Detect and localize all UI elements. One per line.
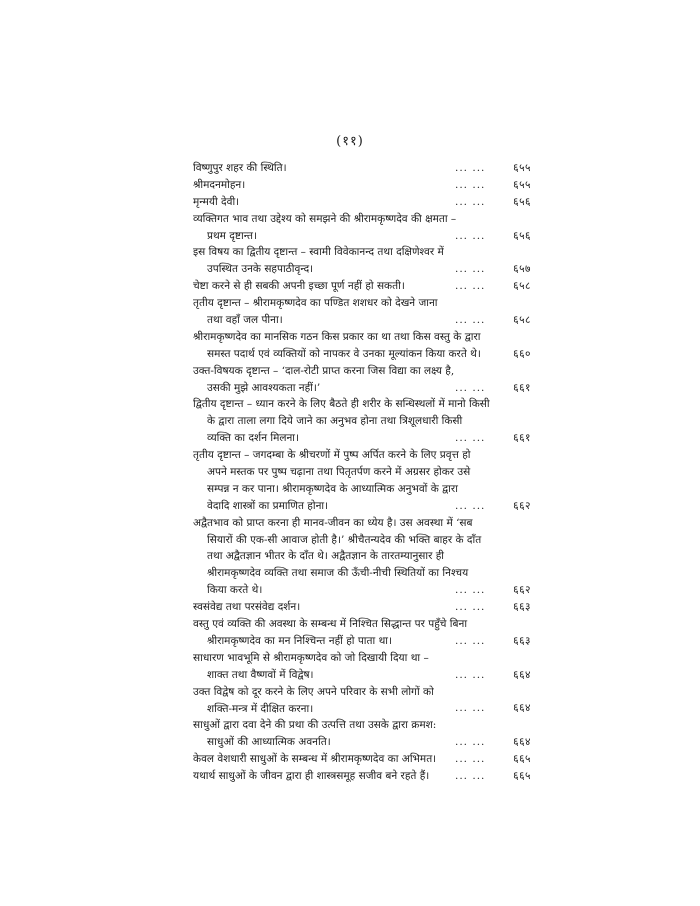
- toc-entry-line: श्रीमदनमोहन।: [193, 178, 246, 191]
- toc-entry-line: श्रीरामकृष्णदेव व्यक्ति तथा समाज की ऊँची-नीची स्थितियों का निश्चय: [207, 567, 469, 580]
- toc-entry-line: अपने मस्तक पर पुष्प चढ़ाना तथा पितृतर्पण करने में अग्रसर होकर उसे: [207, 466, 471, 479]
- toc-leader-dots: ... ...: [455, 702, 486, 715]
- toc-page-number: ६६०: [513, 347, 531, 360]
- toc-entry: [193, 650, 533, 684]
- toc-entry-line: उपस्थित उनके सहपाठीवृन्द।: [207, 263, 314, 276]
- toc-page-number: ६६४: [513, 668, 531, 681]
- toc-entry: [193, 295, 533, 329]
- toc-entry-line: साधारण भावभूमि से श्रीरामकृष्णदेव को जो दिखायी दिया था –: [193, 651, 429, 664]
- toc-page-number: ६६२: [513, 584, 531, 597]
- toc-entry-line: स्वसंवेद्य तथा परसंवेद्य दर्शन।: [193, 601, 301, 614]
- toc-entry: [193, 515, 533, 599]
- toc-entry: [193, 329, 533, 363]
- toc-page-number: ६५५: [513, 178, 531, 191]
- toc-leader-dots: ... ...: [455, 314, 486, 326]
- toc-entry-line: तृतीय दृष्टान्त – जगदम्बा के श्रीचरणों में पुष्प अर्पित करने के लिए प्रवृत्त हो: [193, 449, 471, 462]
- toc-entry-line: चेष्टा करने से ही सबकी अपनी इच्छा पूर्ण नहीं हो सकती।: [193, 280, 405, 293]
- toc-entry: [193, 599, 533, 616]
- toc-page-number: ६६५: [513, 770, 531, 783]
- toc-page-number: ६६१: [513, 381, 531, 394]
- toc-leader-dots: ... ...: [455, 736, 486, 749]
- toc-entry-line: सम्पन्न न कर पाना। श्रीरामकृष्णदेव के आध्यात्मिक अनुभवों के द्वारा: [207, 482, 458, 495]
- toc-entry: [193, 751, 533, 768]
- toc-entry-line: व्यक्ति का दर्शन मिलना।: [207, 432, 299, 445]
- toc-entry: [193, 177, 533, 194]
- toc-leader-dots: ... ...: [455, 280, 486, 293]
- toc-entry-line: अद्वैतभाव को प्राप्त करना ही मानव-जीवन का ध्येय है। उस अवस्था में ‘सब: [193, 516, 473, 529]
- toc-entry-line: श्रीरामकृष्णदेव का मानसिक गठन किस प्रकार का था तथा किस वस्तु के द्वारा: [193, 330, 481, 343]
- toc-leader-dots: ... ...: [455, 195, 486, 208]
- toc-entry-line: वस्तु एवं व्यक्ति की अवस्था के सम्बन्ध में निश्चित सिद्धान्त पर पहुँचे बिना: [193, 618, 468, 631]
- toc-entry-line: तथा वहाँ जल पीना।: [207, 314, 283, 327]
- toc-entry-line: वेदादि शास्त्रों का प्रमाणित होना।: [207, 499, 329, 512]
- toc-leader-dots: ... ...: [455, 770, 486, 783]
- toc-entry: [193, 684, 533, 718]
- toc-entry: [193, 717, 533, 751]
- toc-entry-line: साधुओं द्वारा दवा देने की प्रथा की उत्पत्ति तथा उसके द्वारा क्रमश:: [193, 719, 437, 732]
- toc-leader-dots: ... ...: [455, 178, 486, 191]
- toc-entry: [193, 244, 533, 278]
- toc-leader-dots: ... ...: [455, 601, 486, 614]
- toc-page-number: ६५६: [513, 229, 531, 242]
- toc-entry-line: किया करते थे।: [207, 584, 263, 597]
- page-number: (११): [336, 134, 364, 149]
- toc-page-number: ६५६: [513, 195, 531, 208]
- toc-entry-line: द्वितीय दृष्टान्त – ध्यान करने के लिए बैठते ही शरीर के सन्धिस्थलों में मानो किसी: [193, 398, 490, 411]
- toc-page-number: ६५५: [513, 161, 531, 174]
- toc-leader-dots: ... ...: [455, 499, 486, 512]
- toc-page-number: ६५७: [513, 263, 531, 276]
- toc-page-number: ६६१: [513, 432, 531, 445]
- toc-entry: [193, 194, 533, 211]
- toc-page-number: ६६४: [513, 736, 531, 749]
- toc-entry-line: साधुओं की आध्यात्मिक अवनति।: [207, 736, 331, 749]
- toc-leader-dots: ... ...: [455, 161, 486, 174]
- toc-entry-line: उक्त विद्वेष को दूर करने के लिए अपने परिवार के सभी लोगों को: [193, 685, 434, 698]
- toc-entry-line: मृन्मयी देवी।: [193, 195, 240, 208]
- toc-entry-line: उक्त-विषयक दृष्टान्त – ‘दाल-रोटी प्राप्त करना जिस विद्या का लक्ष्य है,: [193, 364, 455, 377]
- toc-leader-dots: ... ...: [455, 229, 486, 242]
- toc-entry-line: प्रथम दृष्टान्त।: [207, 229, 257, 242]
- toc-entry-line: व्यक्तिगत भाव तथा उद्देश्य को समझने की श्रीरामकृष्णदेव की क्षमता –: [193, 212, 457, 225]
- toc-entry-line: शाक्त तथा वैष्णवों में विद्वेष।: [207, 668, 314, 681]
- toc-entry: [193, 160, 533, 177]
- toc-page-number: ६६३: [513, 634, 531, 647]
- toc-page-number: ६६३: [513, 601, 531, 614]
- toc-entry-line: यथार्थ साधुओं के जीवन द्वारा ही शास्त्रसमूह सजीव बने रहते हैं।: [193, 770, 430, 783]
- toc-leader-dots: ... ...: [455, 753, 486, 766]
- toc-page-number: ६६४: [513, 702, 531, 715]
- toc-page-number: ६५८: [513, 314, 531, 326]
- toc-page-number: ६६५: [513, 753, 531, 766]
- toc-entry-line: उसकी मुझे आवश्यकता नहीं।’: [207, 381, 321, 394]
- toc-page-number: ६६२: [513, 499, 531, 512]
- toc-leader-dots: ... ...: [455, 432, 486, 445]
- toc-page-number: ६५८: [513, 280, 531, 293]
- toc-entry-line: समस्त पदार्थ एवं व्यक्तियों को नापकर वे उनका मूल्यांकन किया करते थे।: [207, 347, 481, 360]
- toc-leader-dots: ... ...: [455, 584, 486, 597]
- toc-entry: [193, 211, 533, 245]
- toc-entry-line: शक्ति-मन्त्र में दीक्षित करना।: [207, 702, 314, 715]
- toc-entry: [193, 768, 533, 785]
- toc-leader-dots: ... ...: [455, 263, 486, 276]
- toc-leader-dots: ... ...: [455, 634, 486, 647]
- toc-entry-line: तथा अद्वैतज्ञान भीतर के दाँत थे। अद्वैतज्ञान के तारतम्यानुसार ही: [207, 550, 445, 563]
- toc-entry-line: विष्णुपुर शहर की स्थिति।: [193, 162, 287, 174]
- toc-entry: [193, 396, 533, 447]
- table-of-contents: [193, 160, 533, 785]
- toc-entry-line: श्रीरामकृष्णदेव का मन निश्चिन्त नहीं हो पाता था।: [207, 634, 392, 647]
- toc-entry-line: के द्वारा ताला लगा दिये जाने का अनुभव होना तथा त्रिशूलधारी किसी: [207, 415, 463, 428]
- toc-entry-line: केवल वेशधारी साधुओं के सम्बन्ध में श्रीरामकृष्णदेव का अभिमत।: [193, 753, 437, 766]
- toc-leader-dots: ... ...: [455, 668, 486, 681]
- toc-entry: [193, 616, 533, 650]
- toc-entry: [193, 447, 533, 515]
- toc-entry: [193, 363, 533, 397]
- toc-entry-line: सियारों की एक-सी आवाज होती है।’ श्रीचैतन्यदेव की भक्ति बाहर के दाँत: [207, 533, 482, 546]
- toc-entry-line: इस विषय का द्वितीय दृष्टान्त – स्वामी विवेकानन्द तथा दक्षिणेश्वर में: [193, 246, 444, 259]
- toc-entry: [193, 278, 533, 295]
- toc-entry-line: तृतीय दृष्टान्त – श्रीरामकृष्णदेव का पण्डित शशधर को देखने जाना: [193, 297, 438, 310]
- toc-leader-dots: ... ...: [455, 381, 486, 394]
